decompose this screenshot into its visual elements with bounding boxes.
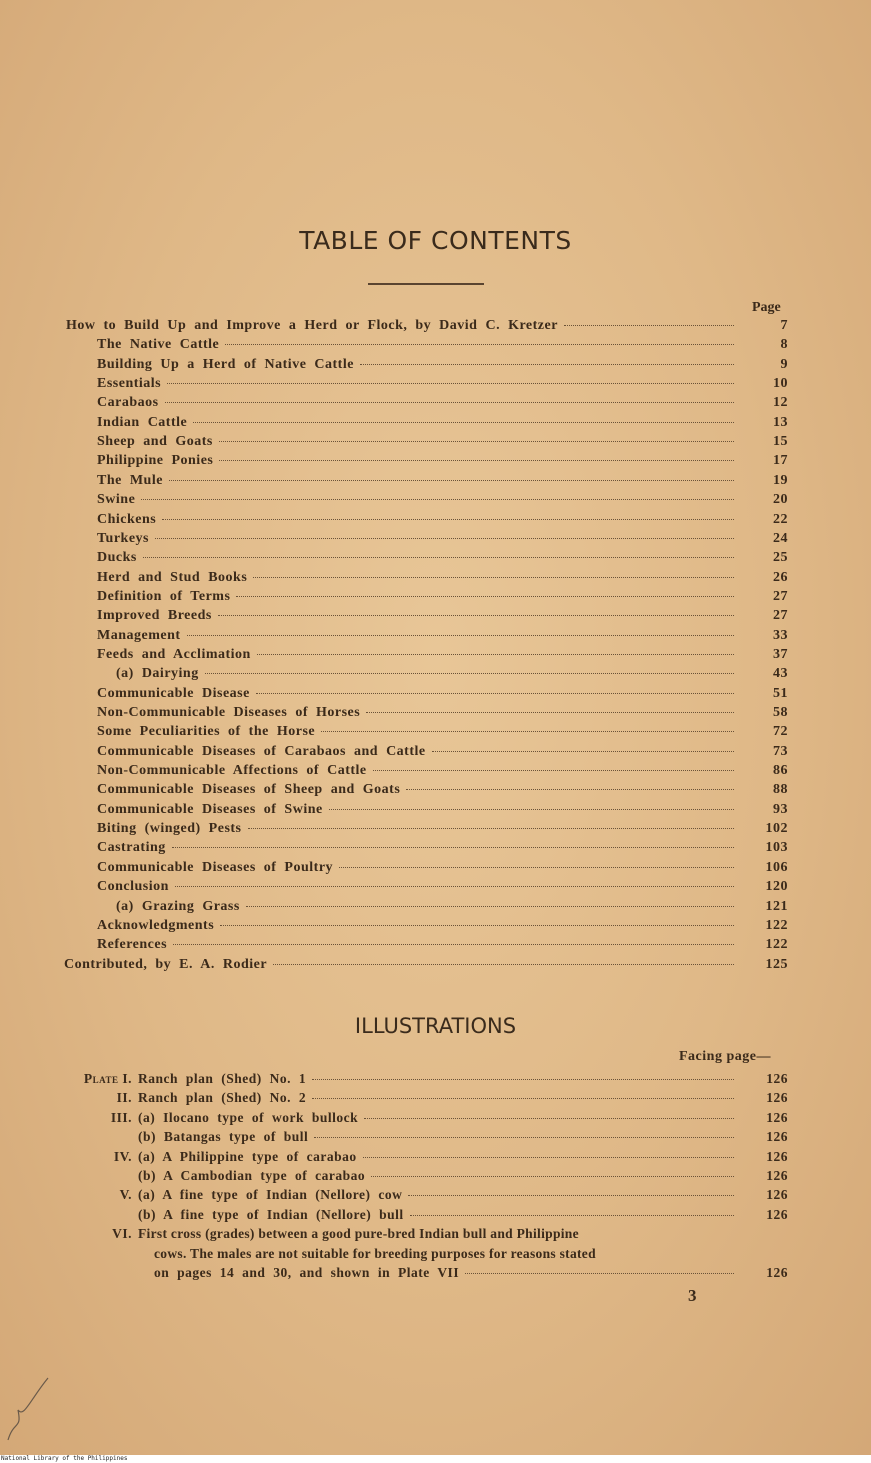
toc-entry-page: 103 <box>765 840 788 856</box>
plate-vi-line-1: First cross (grades) between a good pure-bred Indian bull and Philippine <box>138 1226 579 1242</box>
toc-entry <box>97 471 788 490</box>
plate-number <box>0 1147 132 1166</box>
toc-entry-label: Improved Breeds <box>97 608 212 624</box>
illustration-page: 126 <box>766 1206 788 1222</box>
toc-entry-page: 58 <box>773 705 788 720</box>
toc-entry <box>97 335 788 354</box>
dot-leader <box>406 789 734 790</box>
toc-entry-label: Indian Cattle <box>97 414 188 430</box>
toc-entry <box>97 374 788 393</box>
toc-entry-label: (a) Dairying <box>116 666 199 682</box>
toc-entry <box>116 664 788 683</box>
toc-entry-label: Swine <box>97 492 136 508</box>
toc-entry-page: 121 <box>765 898 788 914</box>
plate-number: VI. <box>112 1226 132 1242</box>
toc-entry-label: Philippine Ponies <box>97 453 214 469</box>
toc-entry <box>97 916 788 935</box>
dot-leader <box>175 886 734 887</box>
toc-entry <box>97 510 788 529</box>
toc-entry-label: Definition of Terms <box>97 588 231 604</box>
toc-entry-label: Communicable Diseases of Poultry <box>97 859 334 875</box>
footer-text: National Library of the Philippines <box>1 1455 128 1462</box>
toc-entry-label: Communicable Diseases of Sheep and Goats <box>97 782 401 798</box>
dot-leader <box>172 847 734 848</box>
illustration-label: Ranch plan (Shed) No. 1 <box>138 1071 307 1086</box>
illustration-page: 126 <box>766 1071 788 1086</box>
toc-entry-label: Turkeys <box>97 530 150 546</box>
toc-entry <box>97 451 788 470</box>
toc-entry-label: The Mule <box>97 472 163 488</box>
dot-leader <box>173 944 734 945</box>
dot-leader <box>408 1195 734 1196</box>
dot-leader <box>360 364 734 365</box>
toc-title: TABLE OF CONTENTS <box>299 226 572 255</box>
toc-entry-page: 86 <box>773 763 788 779</box>
toc-entry-label: Communicable Disease <box>97 685 250 701</box>
toc-entry-page: 120 <box>765 879 788 895</box>
illustration-entry <box>138 1069 788 1088</box>
illustration-entry <box>138 1127 788 1146</box>
toc-entry-page: 20 <box>773 492 788 508</box>
toc-entry-page: 51 <box>773 685 788 701</box>
toc-entry <box>64 955 788 974</box>
illustration-entry <box>138 1166 788 1185</box>
toc-entry <box>97 393 788 412</box>
toc-entry-page: 93 <box>773 801 788 817</box>
toc-entry-page: 122 <box>765 937 788 953</box>
illustration-entry <box>138 1185 788 1204</box>
toc-entry <box>97 587 788 606</box>
dot-leader <box>205 673 734 674</box>
illustration-entry <box>138 1088 788 1107</box>
dot-leader <box>236 596 734 597</box>
toc-entry <box>97 684 788 703</box>
toc-entry <box>97 858 788 877</box>
toc-entry-page: 7 <box>780 318 788 333</box>
dot-leader <box>371 1176 734 1177</box>
toc-entry <box>97 935 788 954</box>
illustration-page: 126 <box>766 1265 788 1280</box>
illustration-page: 126 <box>766 1168 788 1183</box>
dot-leader <box>339 867 734 868</box>
dot-leader <box>312 1079 734 1080</box>
dot-leader <box>257 654 734 655</box>
plate-number <box>0 1069 132 1088</box>
toc-entry-label: Essentials <box>97 376 162 392</box>
toc-entry-page: 24 <box>773 530 788 546</box>
toc-entry-page: 37 <box>773 646 788 662</box>
plate-numeral: II. <box>116 1090 132 1106</box>
facing-page-header: Facing page— <box>679 1049 771 1064</box>
toc-entry <box>97 568 788 587</box>
toc-entry-page: 27 <box>773 588 788 604</box>
toc-entry-page: 73 <box>773 743 788 759</box>
illustration-label: (a) Ilocano type of work bullock <box>138 1109 359 1125</box>
toc-entry <box>97 355 788 374</box>
plate-word: Plate <box>83 1071 119 1086</box>
dot-leader <box>410 1215 734 1216</box>
plate-numeral: IV. <box>113 1148 132 1164</box>
dot-leader <box>141 499 734 500</box>
toc-entry <box>116 897 788 916</box>
dot-leader <box>465 1273 734 1274</box>
toc-entry-label: Conclusion <box>97 879 169 895</box>
illustration-entry <box>138 1108 788 1127</box>
toc-entry-page: 15 <box>773 434 788 450</box>
toc-entry-page: 9 <box>780 356 788 372</box>
dot-leader <box>187 635 734 636</box>
illustration-label: (a) A fine type of Indian (Nellore) cow <box>138 1187 403 1203</box>
toc-entry <box>97 838 788 857</box>
toc-entry-page: 25 <box>773 550 788 566</box>
plate-numeral: III. <box>110 1109 132 1125</box>
toc-entry <box>97 413 788 432</box>
toc-entry <box>97 645 788 664</box>
toc-entry <box>97 800 788 819</box>
toc-entry <box>97 529 788 548</box>
toc-entry <box>97 877 788 896</box>
toc-entry-page: 8 <box>780 337 788 353</box>
illustration-label: (a) A Philippine type of carabao <box>138 1148 357 1164</box>
dot-leader <box>165 402 734 403</box>
toc-entry-label: Management <box>97 627 181 643</box>
dot-leader <box>225 344 734 345</box>
toc-entry-page: 106 <box>765 859 788 875</box>
toc-entry-label: Biting (winged) Pests <box>97 821 242 837</box>
toc-entry-label: Sheep and Goats <box>97 434 213 450</box>
toc-entry-page: 13 <box>773 414 788 430</box>
illustration-page: 126 <box>766 1109 788 1125</box>
dot-leader <box>364 1118 734 1119</box>
title-rule <box>368 283 484 285</box>
toc-entry-label: How to Build Up and Improve a Herd or Flock, by David C. Kretzer <box>66 318 558 333</box>
toc-entry <box>97 548 788 567</box>
illustration-label: (b) Batangas type of bull <box>138 1129 309 1145</box>
toc-entry-label: Contributed, by E. A. Rodier <box>64 956 268 972</box>
illustration-entry <box>138 1205 788 1224</box>
dot-leader <box>143 557 734 558</box>
toc-entry-page: 43 <box>773 666 788 682</box>
toc-entry <box>97 780 788 799</box>
toc-entry-page: 27 <box>773 608 788 624</box>
plate-numeral: V. <box>119 1187 132 1203</box>
toc-entry-page: 19 <box>773 472 788 488</box>
toc-entry-label: Carabaos <box>97 395 159 411</box>
toc-entry <box>97 490 788 509</box>
plate-number <box>0 1108 132 1127</box>
dot-leader <box>219 460 734 461</box>
toc-entry-label: The Native Cattle <box>97 337 220 353</box>
illustration-page: 126 <box>766 1090 788 1106</box>
toc-entry-label: Communicable Diseases of Carabaos and Cattle <box>97 743 426 759</box>
footer-strip <box>0 1455 871 1463</box>
plate-vi-line-2: cows. The males are not suitable for breeding purposes for reasons stated <box>154 1245 596 1261</box>
toc-page-header: Page <box>752 300 781 315</box>
illustration-page: 126 <box>766 1148 788 1164</box>
illustrations-title: ILLUSTRATIONS <box>354 1014 517 1038</box>
toc-entry-page: 10 <box>773 376 788 392</box>
dot-leader <box>218 615 734 616</box>
dot-leader <box>219 441 734 442</box>
toc-entry-label: Chickens <box>97 511 157 527</box>
toc-entry-label: (a) Grazing Grass <box>116 898 240 914</box>
dot-leader <box>193 422 734 423</box>
toc-entry <box>97 722 788 741</box>
plate-vi-line-3 <box>154 1263 788 1282</box>
toc-entry-label: Building Up a Herd of Native Cattle <box>97 356 354 372</box>
toc-entry <box>97 432 788 451</box>
dot-leader <box>155 538 734 539</box>
toc-entry-label: Non-Communicable Diseases of Horses <box>97 705 361 720</box>
toc-entry-page: 22 <box>773 511 788 527</box>
illustration-entry <box>138 1147 788 1166</box>
toc-entry-label: Communicable Diseases of Swine <box>97 801 323 817</box>
toc-entry-page: 122 <box>765 917 788 933</box>
toc-entry <box>97 742 788 761</box>
plate-numeral: I. <box>122 1071 132 1086</box>
dot-leader <box>246 906 734 907</box>
toc-entry-page: 12 <box>773 395 788 411</box>
toc-entry-label: Some Peculiarities of the Horse <box>97 724 316 740</box>
illustration-label: (b) A Cambodian type of carabao <box>138 1168 366 1183</box>
toc-entry <box>97 761 788 780</box>
dot-leader <box>564 325 734 326</box>
toc-entry <box>97 703 788 722</box>
toc-entry-label: Castrating <box>97 840 166 856</box>
plate-number <box>0 1088 132 1107</box>
toc-entry-page: 88 <box>773 782 788 798</box>
illustration-page: 126 <box>766 1187 788 1203</box>
dot-leader <box>220 925 734 926</box>
toc-entry-page: 17 <box>773 453 788 469</box>
dot-leader <box>256 693 734 694</box>
illustration-label: Ranch plan (Shed) No. 2 <box>138 1090 307 1106</box>
toc-entry <box>66 316 788 335</box>
dot-leader <box>162 519 734 520</box>
toc-entry-page: 33 <box>773 627 788 643</box>
dot-leader <box>167 383 734 384</box>
toc-entry-label: Acknowledgments <box>97 917 215 933</box>
dot-leader <box>312 1098 734 1099</box>
toc-entry-page: 125 <box>765 956 788 972</box>
dot-leader <box>248 828 735 829</box>
plate-number <box>0 1185 132 1204</box>
pencil-mark-icon <box>0 1360 70 1450</box>
toc-entry-label: Herd and Stud Books <box>97 569 248 585</box>
toc-entry-label: References <box>97 937 168 953</box>
illustration-page: 126 <box>766 1129 788 1145</box>
dot-leader <box>366 712 734 713</box>
toc-entry <box>97 819 788 838</box>
dot-leader <box>363 1157 734 1158</box>
illustration-label: (b) A fine type of Indian (Nellore) bull <box>138 1206 404 1222</box>
toc-entry-label: Ducks <box>97 550 137 566</box>
toc-entry-page: 102 <box>765 821 788 837</box>
toc-entry-label: Non-Communicable Affections of Cattle <box>97 763 367 779</box>
toc-entry-page: 26 <box>773 569 788 585</box>
toc-entry <box>97 606 788 625</box>
toc-entry-page: 72 <box>773 724 788 740</box>
toc-entry <box>97 626 788 645</box>
illustration-label: on pages 14 and 30, and shown in Plate VII <box>154 1265 460 1280</box>
dot-leader <box>432 751 734 752</box>
toc-entry-label: Feeds and Acclimation <box>97 646 251 662</box>
dot-leader <box>253 577 734 578</box>
page-number: 3 <box>688 1286 697 1305</box>
dot-leader <box>273 964 734 965</box>
dot-leader <box>321 731 734 732</box>
dot-leader <box>169 480 734 481</box>
dot-leader <box>329 809 734 810</box>
dot-leader <box>314 1137 734 1138</box>
dot-leader <box>373 770 734 771</box>
